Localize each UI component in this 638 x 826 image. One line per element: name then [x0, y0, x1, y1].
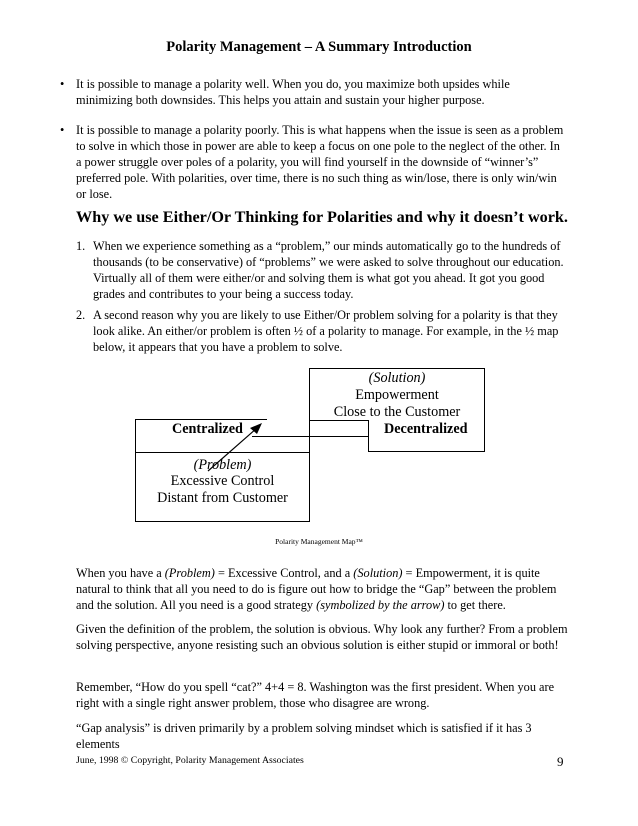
- paragraph-emphasis: (Solution): [353, 566, 403, 580]
- map-caption: Polarity Management Map™: [275, 537, 363, 546]
- problem-label: (Problem): [193, 457, 252, 473]
- paragraph: [76, 565, 576, 613]
- left-pole-label: Centralized: [172, 421, 243, 437]
- problem-line: Distant from Customer: [157, 490, 288, 506]
- paragraph-text: to get there.: [444, 598, 506, 612]
- number-mark: 2.: [76, 308, 86, 322]
- number-mark: 1.: [76, 239, 86, 253]
- solution-label: (Solution): [368, 370, 426, 386]
- paragraph: “Gap analysis” is driven primarily by a problem solving mindset which is satisfied if it has 3 elements: [76, 721, 532, 751]
- problem-line: Excessive Control: [170, 473, 275, 489]
- section-heading: Why we use Either/Or Thinking for Polarities and why it doesn’t work.: [76, 208, 568, 226]
- paragraph: Remember, “How do you spell “cat?” 4+4 = 8. Washington was the first president. When you are right with a single right answer problem, those who disagree are wrong.: [76, 680, 555, 710]
- numbered-text: When we experience something as a “problem,” our minds automatically go to the hundreds of thousands (to be conservative) of “problems” we were asked to solve throughout our education. Virtually all of them were either/or and solving them is what got you ahead. It got you good grades and contributes to your being a success today.: [93, 239, 564, 301]
- bullet-mark: •: [60, 123, 65, 137]
- page-footer: June, 1998 © Copyright, Polarity Management Associates: [76, 755, 304, 766]
- paragraph-text: When you have a: [76, 566, 165, 580]
- page-title: Polarity Management – A Summary Introduction: [166, 39, 472, 55]
- solution-line: Close to the Customer: [333, 404, 461, 420]
- page-number: 9: [557, 754, 564, 769]
- paragraph-emphasis: (symbolized by the arrow): [316, 598, 445, 612]
- bullet-text: It is possible to manage a polarity poorly. This is what happens when the issue is seen as a problem to solve in which those in power are able to keep a focus on one pole to the neglect of the other. In a power struggle over poles of a polarity, you will find yourself in the downside of “winner’s” preferred pole. With polarities, over time, there is no such thing as win/lose, there is only win/win or lose.: [76, 123, 564, 201]
- paragraph-text: = Excessive Control, and a: [214, 566, 354, 580]
- paragraph: Given the definition of the problem, the solution is obvious. Why look any further? From a problem solving perspective, anyone resisting such an obvious solution is either stupid or immoral or both!: [76, 622, 568, 652]
- numbered-text: A second reason why you are likely to use Either/Or problem solving for a polarity is that they look alike. An either/or problem is often ½ of a polarity to manage. For example, in the ½ map below, it appears that you have a problem to solve.: [93, 308, 559, 354]
- paragraph-emphasis: (Problem): [164, 566, 215, 580]
- right-pole-label: Decentralized: [384, 421, 468, 437]
- bullet-mark: •: [60, 77, 65, 91]
- solution-line: Empowerment: [355, 387, 439, 403]
- paragraph-text: = Empowerment, it is quite natural to think that all you need to do is figure out how to bridge the “Gap” between the problem and the solution. All you need is a good strategy: [76, 566, 557, 612]
- bullet-text: It is possible to manage a polarity well. When you do, you maximize both upsides while minimizing both downsides. This helps you attain and sustain your higher purpose.: [76, 77, 510, 107]
